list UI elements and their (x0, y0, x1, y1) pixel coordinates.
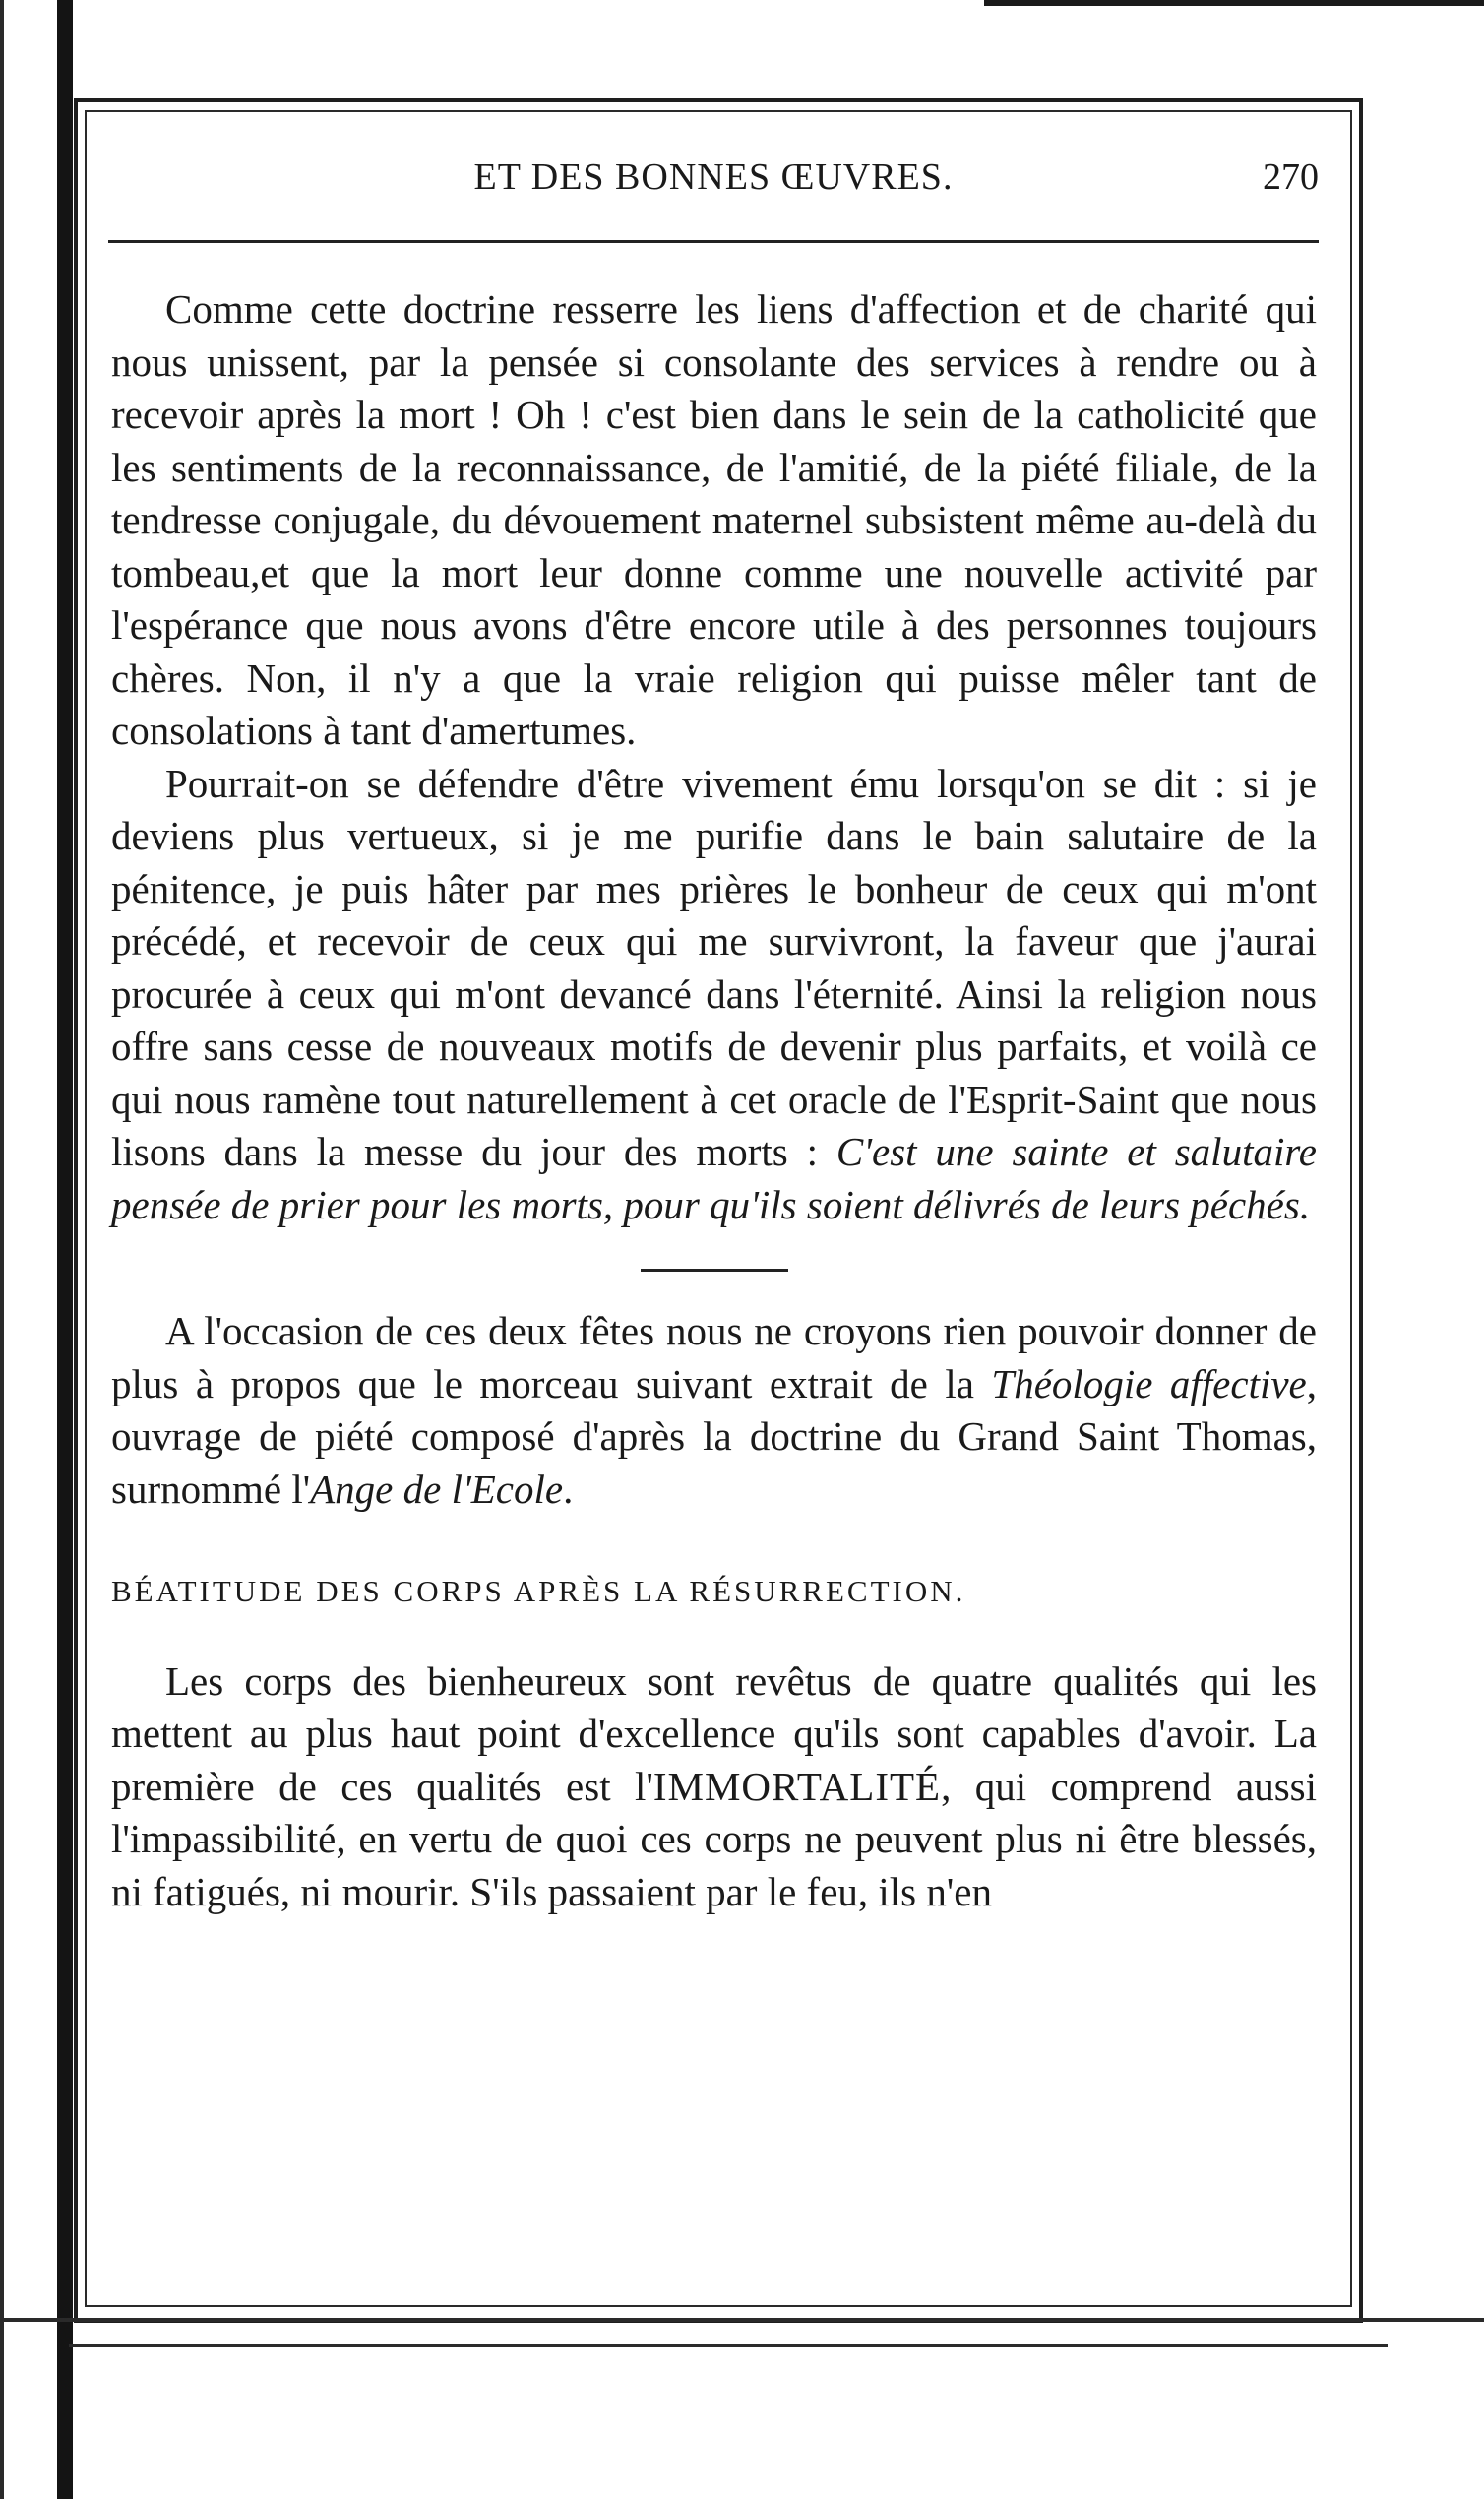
header-rule (108, 240, 1319, 243)
binding-edge-thin (0, 0, 4, 2499)
top-edge-rule (984, 0, 1484, 6)
paragraph-4 (111, 1656, 1317, 1919)
paragraph-2 (111, 758, 1317, 1232)
paragraph-3-text-mid: , ouvrage de piété composé d'après la doctrine du Grand Saint Thomas, surnommé l' (111, 1360, 1317, 1512)
binding-edge (57, 0, 73, 2499)
running-title: ET DES BONNES ŒUVRES. (473, 156, 954, 198)
paragraph-3 (111, 1305, 1317, 1516)
section-heading: BÉATITUDE DES CORPS APRÈS LA RÉSURRECTION. (111, 1574, 966, 1608)
scripture-quote: C'est une sainte et salutaire pensée de prier pour les morts, pour qu'ils soient délivrés de leurs péchés. (111, 1129, 1317, 1227)
body-text (111, 283, 1317, 1918)
key-term: IMMORTALITÉ (652, 1763, 942, 1809)
paragraph-3-text: A l'occasion de ces deux fêtes nous ne croyons rien pouvoir donner de plus à propos que le morceau suivant extrait de la (111, 1308, 1317, 1406)
paragraph-3-end: . (563, 1466, 574, 1512)
paragraph-1: Comme cette doctrine resserre les liens d'affection et de charité qui nous unissent, par la pensée si consolante des services à rendre ou à recevoir après la mort ! Oh ! c'est bien dans le sein de la catholicité que les sentiments de la reconnaissance, de l'amitié, de la piété filiale, de la tendresse conjugale, du dévouement maternel subsistent même au-delà du tombeau,et que la mort leur donne comme une nouvelle activité par l'espérance que nous avons d'être encore utile à des personnes toujours chères. Non, il n'y a que la vraie religion qui puisse mêler tant de consolations à tant d'amertumes. (111, 286, 1317, 753)
paragraph-4-text: Les corps des bienheureux sont revêtus de quatre qualités qui les mettent au plus haut point d'excellence qu'ils sont capables d'avoir. La première de ces qualités est l' (111, 1657, 1317, 1809)
page-number: 270 (1263, 156, 1319, 198)
paragraph-2-text: Pourrait-on se défendre d'être vivement ému lorsqu'on se dit : si je deviens plus vertueux, si je me purifie dans le bain salutaire de la pénitence, je puis hâter par mes prières le bonheur de ceux qui m'ont précédé, et recevoir de ceux qui me survivront, la faveur que j'aurai procurée à ceux qui m'ont devancé dans l'éternité. Ainsi la religion nous offre sans cesse de nouveaux motifs de devenir plus parfaits, et voilà ce qui nous ramène tout naturellement à cet oracle de l'Esprit-Saint que nous lisons dans la messe du jour des morts : (111, 760, 1317, 1174)
nickname: Ange de l'Ecole (310, 1466, 564, 1512)
work-title: Théologie affective (991, 1360, 1307, 1406)
paragraph-4-end: , qui comprend aussi l'impassibilité, en vertu de quoi ces corps ne peuvent plus ni être blessés, ni fatigués, ni mourir. S'ils passaient par le feu, ils n'en (111, 1763, 1317, 1914)
section-separator (641, 1269, 788, 1272)
bottom-edge-rule-2 (69, 2344, 1388, 2347)
running-head (108, 148, 1319, 207)
bottom-edge-rule (0, 2318, 1484, 2322)
